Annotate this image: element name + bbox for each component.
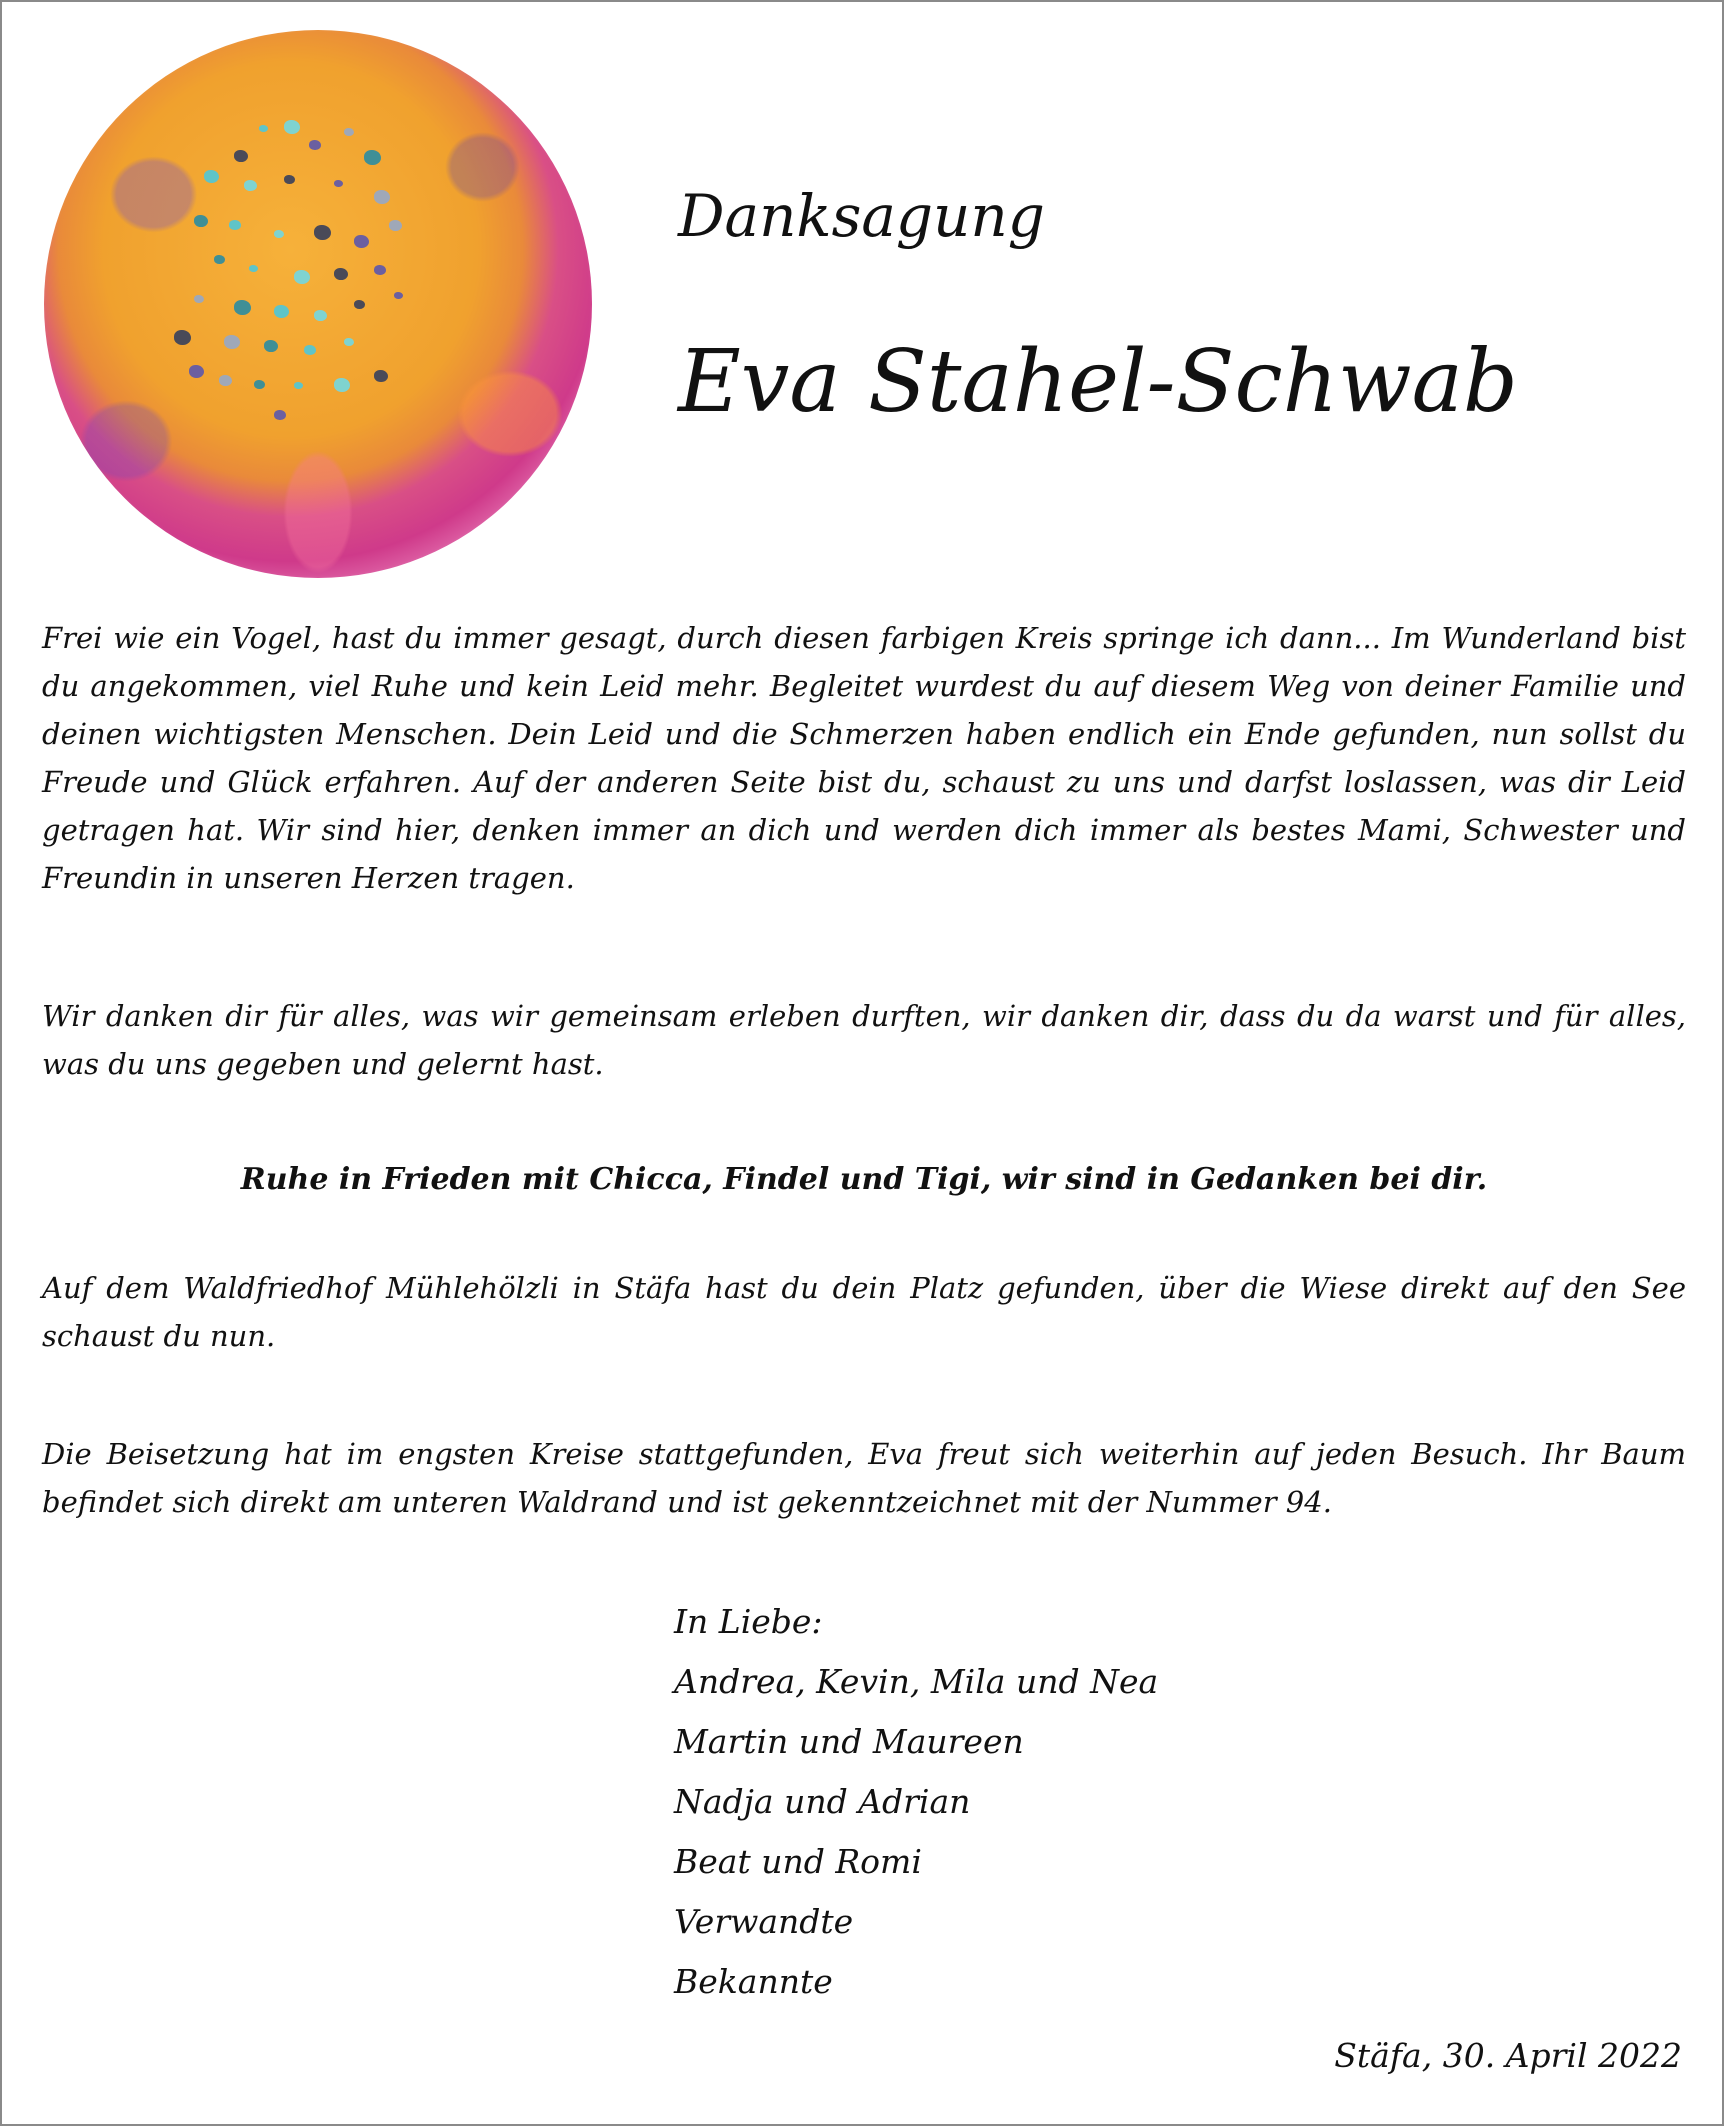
stone-icon [254,380,265,389]
stone-icon [284,175,295,184]
signoff-name: Andrea, Kevin, Mila und Nea [674,1662,1159,1701]
paragraph-burial: Die Beisetzung hat im engsten Kreise stattgefunden, Eva freut sich weiterhin auf jeden Besuch. Ihr Baum befindet sich direkt am unteren Waldrand und ist gekenntzeichnet mit der Nummer 94. [42,1437,1686,1519]
stone-icon [264,340,278,352]
stone-icon [334,268,348,280]
signoff-name: Bekannte [674,1962,833,2001]
signoff-name: Martin und Maureen [674,1722,1024,1761]
stone-icon [304,345,316,355]
stone-icon [314,310,327,321]
stone-icon [334,180,343,187]
paragraph-cemetery: Auf dem Waldfriedhof Mühlehölzli in Stäfa hast du dein Platz gefunden, über die Wiese direkt auf den See schaust du nun. [42,1271,1686,1353]
stone-icon [294,270,310,284]
painted-circle-artwork-icon [44,30,592,578]
stone-icon [284,120,300,134]
stone-icon [344,128,354,136]
stone-icon [189,365,204,378]
motto: Ruhe in Frieden mit Chicca, Findel und Tigi, wir sind in Gedanken bei dir. [240,1162,1488,1197]
stone-icon [394,292,403,299]
stone-icon [344,338,354,346]
stone-icon [234,150,248,162]
heading: Danksagung [678,182,1045,250]
stone-icon [294,382,303,389]
stone-icon [244,180,257,191]
deceased-name: Eva Stahel-Schwab [678,332,1518,432]
place-date: Stäfa, 30. April 2022 [1334,2036,1682,2075]
stone-icon [354,235,369,248]
signoff-list [674,1592,1158,2012]
stone-icon [194,295,204,303]
stone-icon [194,215,208,227]
stone-icon [364,150,381,165]
stone-icon [259,125,268,132]
stone-icon [309,140,321,150]
signoff-name: Beat und Romi [674,1842,922,1881]
stone-icon [249,265,258,272]
paragraph-farewell: Frei wie ein Vogel, hast du immer gesagt, durch diesen farbigen Kreis springe ich dann... Im Wunderland bist du angekommen, viel Ruhe und kein Leid mehr. Begleitet wurdest du auf diesem Weg von deiner Familie und deinen wichtigsten Menschen. Dein Leid und die Schmerzen haben endlich ein Ende gefunden, nun sollst du Freude und Glück erfahren. Auf der anderen Seite bist du, schaust zu uns und darfst loslassen, was dir Leid getragen hat. Wir sind hier, denken immer an dich und werden dich immer als bestes Mami, Schwester und Freundin in unseren Herzen tragen. [42,621,1686,895]
signoff-name: Nadja und Adrian [674,1782,971,1821]
paragraph-thanks: Wir danken dir für alles, was wir gemeinsam erleben durften, wir danken dir, dass du da warst und für alles, was du uns gegeben und gelernt hast. [42,999,1686,1081]
stone-icon [224,335,240,349]
stone-icon [214,255,225,264]
ring-texture [44,30,592,578]
stone-icon [374,265,386,275]
stone-icon [354,300,365,309]
stone-icon [334,378,350,392]
stone-icon [274,410,286,420]
stone-icon [374,190,390,204]
stone-icon [389,220,402,231]
signoff-intro: In Liebe: [674,1602,823,1641]
stone-icon [374,370,388,382]
stone-icon [314,225,331,240]
stone-icon [274,305,289,318]
stone-icon [204,170,219,183]
stone-icon [229,220,241,230]
stone-icon [174,330,191,345]
stone-icon [234,300,251,315]
signoff-name: Verwandte [674,1902,854,1941]
stone-icon [274,230,284,238]
stone-icon [219,375,232,386]
